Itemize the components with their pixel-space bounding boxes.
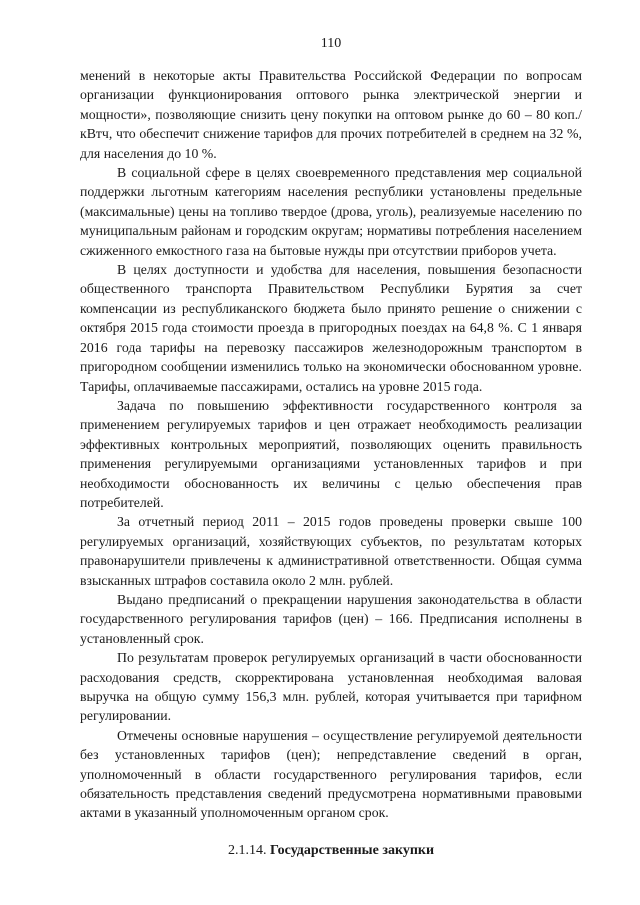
paragraph-orders: Выдано предписаний о прекращении нарушения законодательства в области государственного регулирования тарифов (цен) – 166. Предписания исполнены в установленный срок. — [80, 591, 582, 646]
paragraph-control-task: Задача по повышению эффективности государственного контроля за применением регулируемых тарифов и цен отражает необходимость реализации эффективных контрольных мероприятий, позволяющих оценить правильность применения регулируемыми организациями установленных тарифов и при необходимости обоснованность их величины с целью обеспечения прав потребителей. — [80, 397, 582, 510]
paragraph-violations: Отмечены основные нарушения – осуществление регулируемой деятельности без установленных тарифов (цен); непредставление сведений в орган, уполномоченный в области государственного регулирования тарифов, если обязательность представления сведений предусмотрена нормативными правовыми актами в указанный уполномоченным органом срок. — [80, 727, 582, 821]
section-title: Государственные закупки — [269, 842, 435, 858]
paragraph-continuation: менений в некоторые акты Правительства Российской Федерации по вопросам организации функционирования оптового рынка электрической энергии и мощности», позволяющие снизить цену покупки на оптовом рынке до 60 – 80 коп./кВтч, что обеспечит снижение тарифов для прочих потребителей в среднем на 32 %, для населения до 10 %. — [80, 68, 582, 161]
paragraph-transport: В целях доступности и удобства для населения, повышения безопасности общественного транспорта Правительством Республики Бурятия за счет компенсации из республиканского бюджета было принято решение о снижении с октября 2015 года стоимости проезда в пригородных поездах на 64,8 %. С 1 января 2016 года тарифы на перевозку пассажиров железнодорожным транспортом в пригородном сообщении изменились только на экономически обоснованном уровне. Тарифы, оплачиваемые пассажирами, остались на уровне 2015 года. — [80, 262, 582, 394]
paragraph-revenue: По результатам проверок регулируемых организаций в части обоснованности расходования средств, скорректирована установленная необходимая валовая выручка на общую сумму 156,3 млн. рублей, которая учитывается при тарифном регулировании. — [80, 650, 582, 724]
paragraph-social-sphere: В социальной сфере в целях своевременного представления мер социальной поддержки льготным категориям населения республики установлены предельные (максимальные) цены на топливо твердое (дрова, уголь), реализуемые населению по муниципальным районам и городским округам; нормативы потребления населением сжиженного емкостного газа на бытовые нужды при отсутствии приборов учета. — [80, 165, 582, 258]
page-number: 110 — [320, 36, 342, 51]
section-number: 2.1.14. — [227, 842, 267, 858]
body-text — [80, 66, 582, 861]
paragraph-inspections: За отчетный период 2011 – 2015 годов проведены проверки свыше 100 регулируемых организаций, хозяйствующих субъектов, по результатам которых правонарушители привлечены к административной ответственности. Общая сумма взысканных штрафов составила около 2 млн. рублей. — [80, 514, 582, 588]
section-heading — [80, 841, 582, 861]
